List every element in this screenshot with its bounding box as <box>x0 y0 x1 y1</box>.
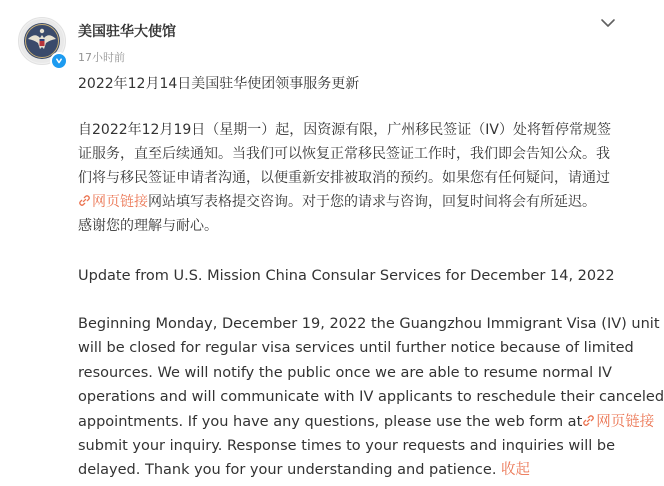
post-title: 2022年12月14日美国驻华使团领事服务更新 <box>78 76 360 92</box>
body-line-text: appointments. If you have any questions, please use the web form at <box>78 413 583 430</box>
verified-badge-icon <box>50 52 68 70</box>
post-body-chinese <box>78 118 623 238</box>
body-line-rest: 网站填写表格提交咨询。对于您的请求与咨询，回复时间将会有所延迟。 <box>148 194 596 210</box>
body-line: 感谢您的理解与耐心。 <box>78 218 218 234</box>
post-time[interactable]: 17小时前 <box>78 51 125 64</box>
body-line: submit your inquiry. Response times to your requests and inquiries will be <box>78 438 616 455</box>
body-line-text: delayed. Thank you for your understanding and patience. <box>78 462 497 479</box>
post-body-english <box>78 312 664 483</box>
chevron-down-icon[interactable] <box>599 16 617 30</box>
body-line: Beginning Monday, December 19, 2022 the Guangzhou Immigrant Visa (IV) unit <box>78 316 660 332</box>
body-line: 证服务，直至后续通知。当我们可以恢复正常移民签证工作时，我们即会告知公众。我 <box>78 146 610 162</box>
collapse-link[interactable]: 收起 <box>501 462 531 479</box>
web-link[interactable] <box>78 194 148 210</box>
body-line <box>78 410 655 434</box>
web-link-label: 网页链接 <box>596 413 655 430</box>
body-line: 们将与移民签证申请者沟通，以便重新安排被取消的预约。如果您有任何疑问，请通过 <box>78 170 610 186</box>
body-line <box>78 458 618 482</box>
web-link[interactable] <box>582 414 654 430</box>
link-icon <box>78 194 91 207</box>
english-title: Update from U.S. Mission China Consular Services for December 14, 2022 <box>78 268 615 284</box>
body-line <box>78 190 623 214</box>
body-line: 自2022年12月19日（星期一）起，因资源有限，广州移民签证（IV）处将暂停常规签 <box>78 122 611 138</box>
body-line: operations and will communicate with IV applicants to reschedule their canceled <box>78 389 664 406</box>
body-line: resources. We will notify the public once we are able to resume normal IV <box>78 364 612 381</box>
author-name[interactable]: 美国驻华大使馆 <box>78 24 176 40</box>
body-line: will be closed for regular visa services until further notice because of limited <box>78 340 634 357</box>
link-icon <box>582 414 595 427</box>
web-link-label: 网页链接 <box>92 194 148 210</box>
